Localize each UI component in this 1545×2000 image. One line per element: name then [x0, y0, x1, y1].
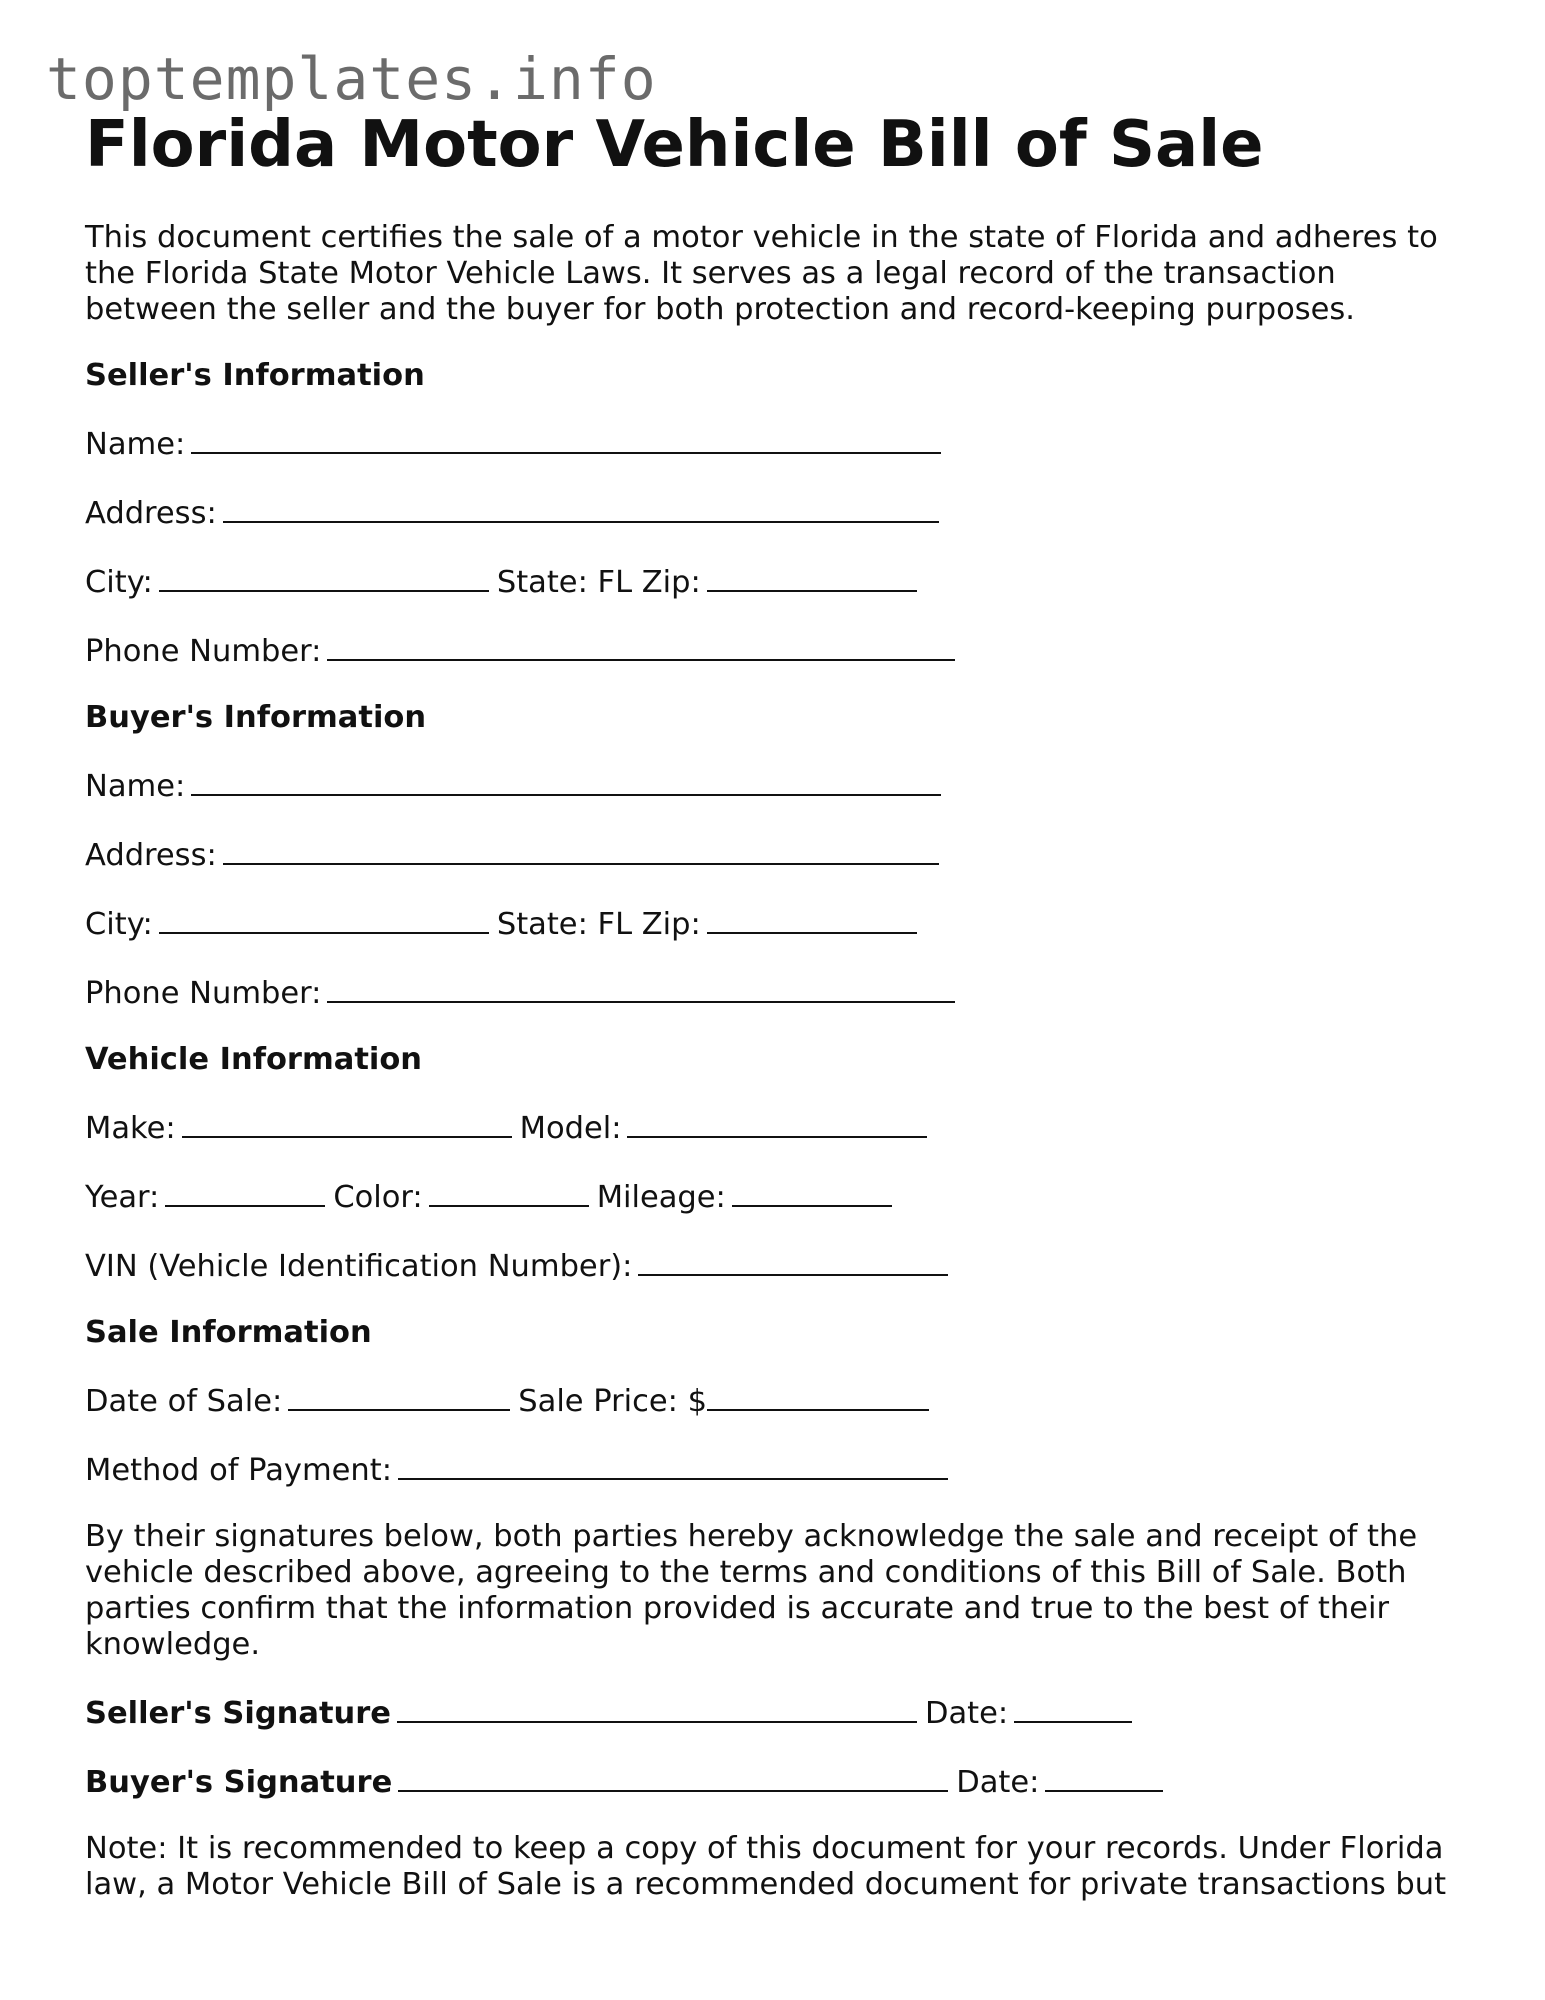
vehicle-color-label: Color:: [333, 1180, 423, 1216]
seller-city-row: [85, 562, 1485, 601]
sale-payment-field[interactable]: [398, 1450, 948, 1480]
vehicle-year-field[interactable]: [165, 1177, 325, 1207]
buyer-phone-label: Phone Number:: [85, 976, 322, 1012]
buyer-name-row: [85, 766, 1485, 805]
buyer-city-row: [85, 904, 1485, 943]
note-paragraph: Note: It is recommended to keep a copy of this document for your records. Under Florida law, a Motor Vehicle Bill of Sale is a recommended document for private transactions but: [85, 1831, 1447, 1903]
seller-phone-label: Phone Number:: [85, 634, 322, 670]
sale-date-price-row: [85, 1381, 1485, 1420]
seller-name-row: [85, 424, 1485, 463]
seller-city-label: City:: [85, 565, 153, 601]
buyer-signature-field[interactable]: [398, 1762, 948, 1792]
buyer-phone-row: [85, 973, 1485, 1012]
seller-signature-date-label: Date:: [924, 1696, 1009, 1732]
seller-signature-row: [85, 1693, 1485, 1732]
vehicle-make-field[interactable]: [182, 1108, 512, 1138]
seller-address-label: Address:: [85, 496, 217, 532]
seller-signature-date-field[interactable]: [1014, 1693, 1132, 1723]
buyer-signature-date-field[interactable]: [1045, 1762, 1163, 1792]
site-watermark: toptemplates.info: [46, 45, 657, 113]
seller-name-field[interactable]: [191, 424, 941, 454]
buyer-phone-field[interactable]: [327, 973, 955, 1003]
sale-section-heading: Sale Information: [85, 1315, 372, 1351]
buyer-city-field[interactable]: [159, 904, 489, 934]
seller-address-row: [85, 493, 1485, 532]
vehicle-make-model-row: [85, 1108, 1485, 1147]
seller-city-field[interactable]: [159, 562, 489, 592]
vehicle-mileage-field[interactable]: [732, 1177, 892, 1207]
buyer-state-zip-label: State: FL Zip:: [496, 907, 701, 943]
vehicle-vin-label: VIN (Vehicle Identification Number):: [85, 1249, 633, 1285]
vehicle-make-label: Make:: [85, 1111, 176, 1147]
seller-name-label: Name:: [85, 427, 186, 463]
seller-zip-field[interactable]: [707, 562, 917, 592]
sale-date-label: Date of Sale:: [85, 1384, 283, 1420]
buyer-zip-field[interactable]: [707, 904, 917, 934]
vehicle-vin-row: [85, 1246, 1485, 1285]
buyer-address-label: Address:: [85, 838, 217, 874]
buyer-signature-label: Buyer's Signature: [85, 1765, 393, 1801]
seller-phone-row: [85, 631, 1485, 670]
seller-signature-label: Seller's Signature: [85, 1696, 391, 1732]
buyer-name-field[interactable]: [191, 766, 941, 796]
vehicle-year-label: Year:: [85, 1180, 160, 1216]
sale-price-field[interactable]: [707, 1381, 929, 1411]
seller-signature-field[interactable]: [397, 1693, 917, 1723]
buyer-address-row: [85, 835, 1485, 874]
page-title: Florida Motor Vehicle Bill of Sale: [85, 108, 1264, 182]
sale-payment-row: [85, 1450, 1485, 1489]
vehicle-section-heading: Vehicle Information: [85, 1042, 423, 1078]
acknowledgment-paragraph: By their signatures below, both parties hereby acknowledge the sale and receipt of the vehicle described above, agreeing to the terms and conditions of this Bill of Sale. Both parties confirm that the information provided is accurate and true to the best of their knowledge.: [85, 1519, 1418, 1663]
sale-price-label: Sale Price: $: [518, 1384, 708, 1420]
seller-address-field[interactable]: [223, 493, 939, 523]
vehicle-color-field[interactable]: [429, 1177, 589, 1207]
buyer-section-heading: Buyer's Information: [85, 700, 427, 736]
vehicle-mileage-label: Mileage:: [596, 1180, 726, 1216]
buyer-signature-row: [85, 1762, 1485, 1801]
vehicle-vin-field[interactable]: [638, 1246, 948, 1276]
vehicle-year-color-row: [85, 1177, 1485, 1216]
vehicle-model-label: Model:: [519, 1111, 622, 1147]
vehicle-model-field[interactable]: [627, 1108, 927, 1138]
seller-phone-field[interactable]: [327, 631, 955, 661]
buyer-city-label: City:: [85, 907, 153, 943]
sale-payment-label: Method of Payment:: [85, 1453, 392, 1489]
sale-date-field[interactable]: [288, 1381, 510, 1411]
intro-paragraph: This document certifies the sale of a motor vehicle in the state of Florida and adheres to the Florida State Motor Vehicle Laws. It serves as a legal record of the transaction between the seller and the buyer for both protection and record-keeping purposes.: [85, 220, 1438, 328]
bill-of-sale-document: [85, 110, 1485, 1903]
seller-state-zip-label: State: FL Zip:: [496, 565, 701, 601]
buyer-signature-date-label: Date:: [956, 1765, 1040, 1801]
buyer-address-field[interactable]: [223, 835, 939, 865]
seller-section-heading: Seller's Information: [85, 358, 425, 394]
buyer-name-label: Name:: [85, 769, 186, 805]
